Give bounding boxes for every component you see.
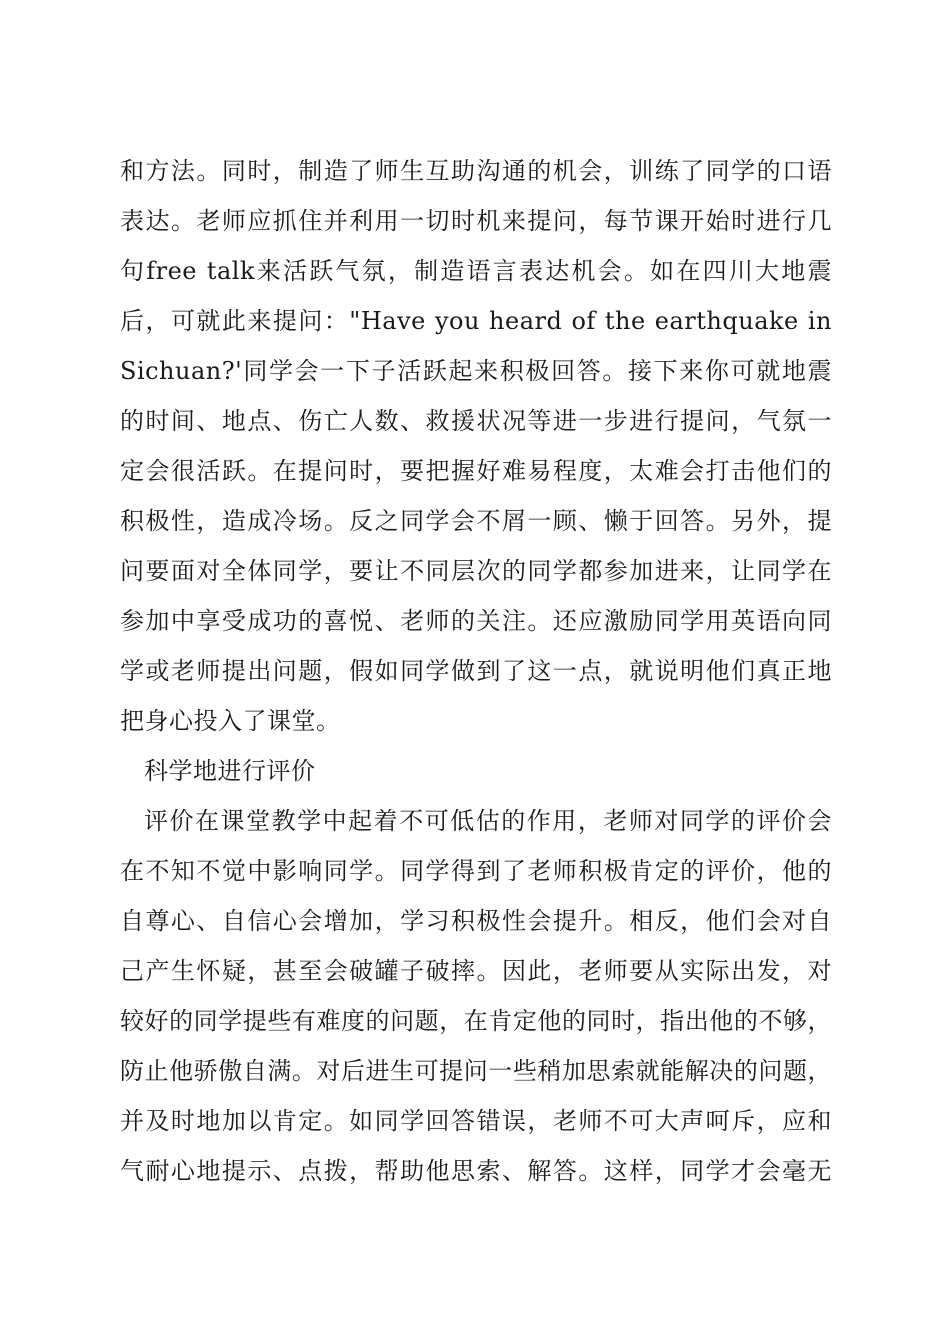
text-line: 在不知不觉中影响同学。同学得到了老师积极肯定的评价，他的 [120, 857, 832, 885]
text-line: 句free talk来活跃气氛，制造语言表达机会。如在四川大地震 [120, 257, 832, 285]
text-line: 定会很活跃。在提问时，要把握好难易程度，太难会打击他们的 [120, 457, 832, 485]
text-line: 把身心投入了课堂。 [120, 707, 341, 735]
document-body [120, 146, 832, 1196]
text-line: 表达。老师应抓住并利用一切时机来提问，每节课开始时进行几 [120, 207, 832, 235]
text-line: 评价在课堂教学中起着不可低估的作用，老师对同学的评价会 [144, 807, 832, 835]
text-line: 和方法。同时，制造了师生互助沟通的机会，训练了同学的口语 [120, 157, 832, 185]
text-line: 气耐心地提示、点拨，帮助他思索、解答。这样，同学才会毫无 [120, 1157, 832, 1185]
section-heading: 科学地进行评价 [144, 757, 316, 785]
text-line: 防止他骄傲自满。对后进生可提问一些稍加思索就能解决的问题， [120, 1057, 832, 1085]
paragraph-evaluation [120, 796, 832, 1196]
text-line: 的时间、地点、伤亡人数、救援状况等进一步进行提问，气氛一 [120, 407, 832, 435]
text-line: 问要面对全体同学，要让不同层次的同学都参加进来，让同学在 [120, 557, 832, 585]
text-line: 己产生怀疑，甚至会破罐子破摔。因此，老师要从实际出发，对 [120, 957, 832, 985]
text-line: 后，可就此来提问："Have you heard of the earthquake in [120, 307, 832, 335]
text-line: 自尊心、自信心会增加，学习积极性会提升。相反，他们会对自 [120, 907, 832, 935]
text-line: 参加中享受成功的喜悦、老师的关注。还应激励同学用英语向同 [120, 607, 832, 635]
text-line: Sichuan?'同学会一下子活跃起来积极回答。接下来你可就地震 [120, 357, 832, 385]
text-line: 并及时地加以肯定。如同学回答错误，老师不可大声呵斥，应和 [120, 1107, 832, 1135]
text-line: 较好的同学提些有难度的问题，在肯定他的同时，指出他的不够， [120, 1007, 832, 1035]
text-line: 学或老师提出问题，假如同学做到了这一点，就说明他们真正地 [120, 657, 832, 685]
paragraph-questioning [120, 146, 832, 746]
text-line: 积极性，造成冷场。反之同学会不屑一顾、懒于回答。另外，提 [120, 507, 832, 535]
